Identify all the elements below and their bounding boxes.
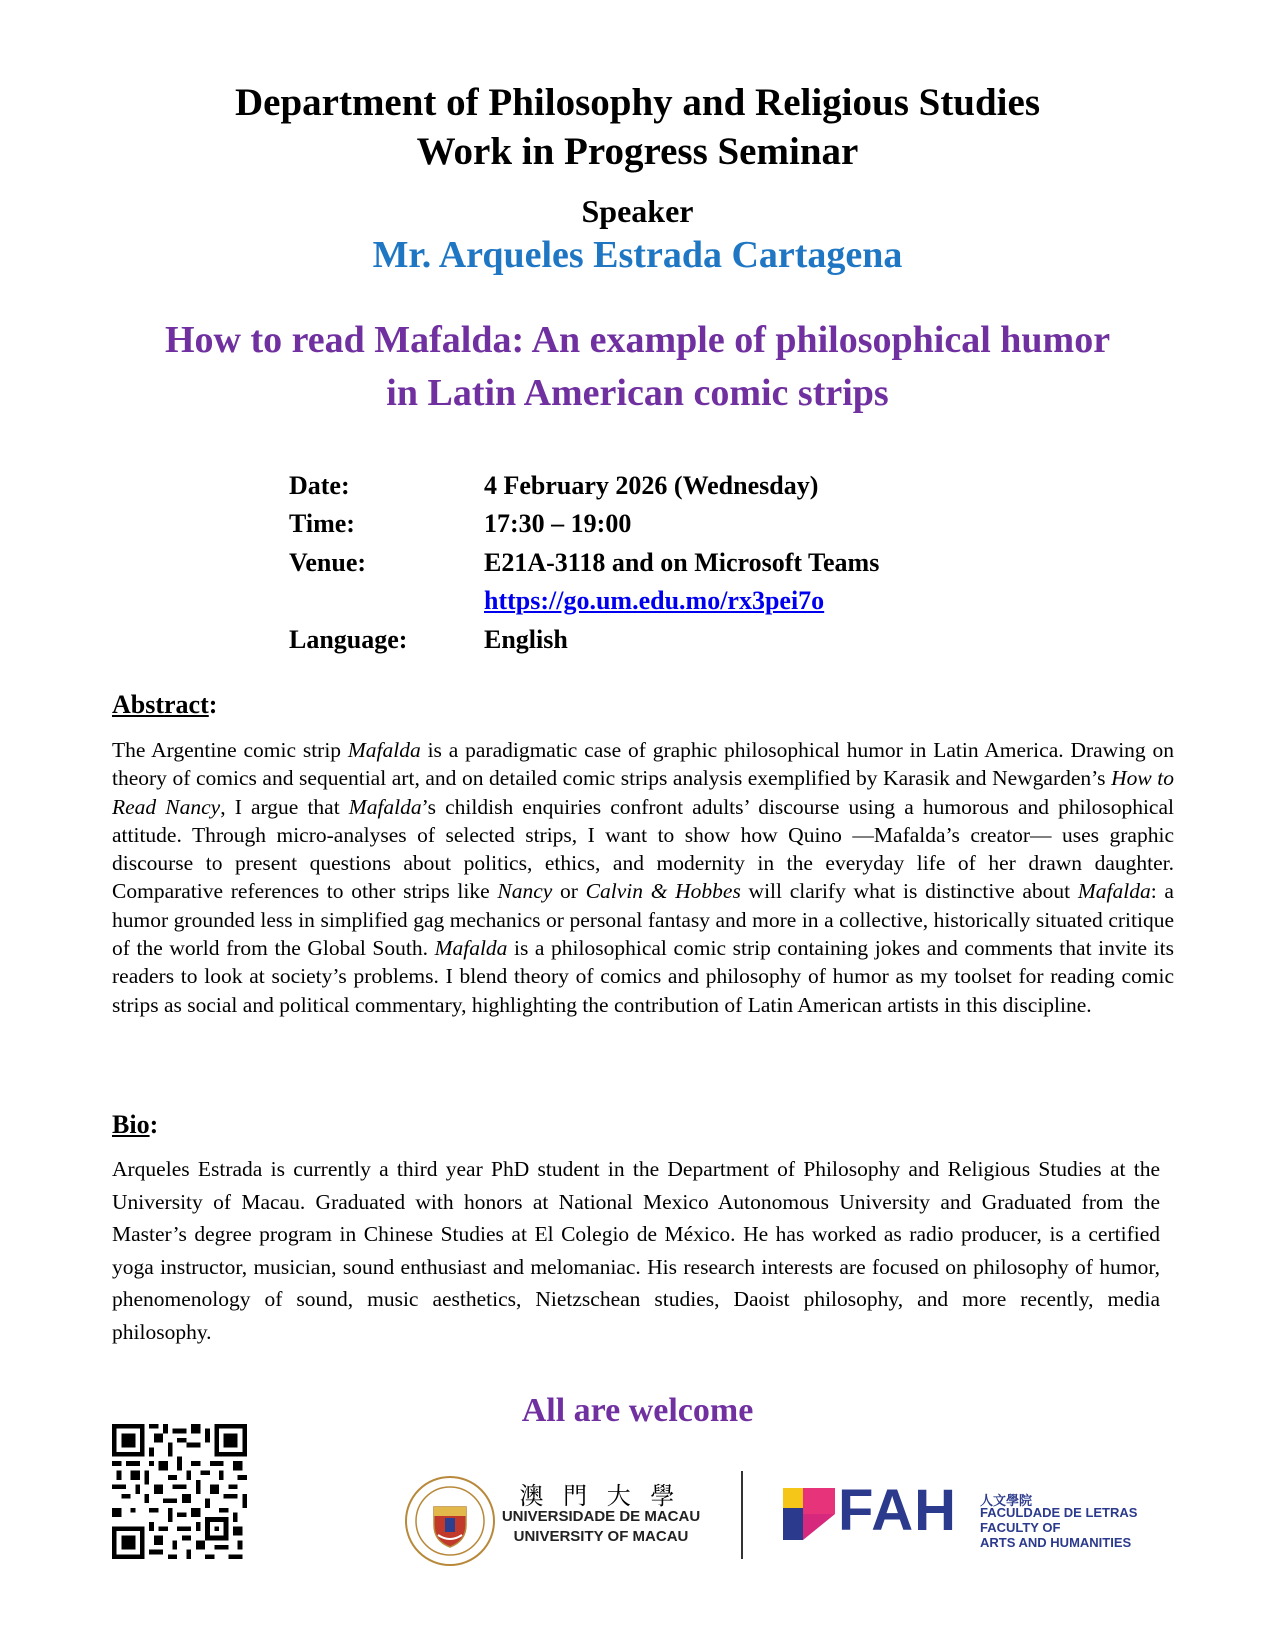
language-value: English bbox=[484, 625, 568, 654]
talk-title-line-2: in Latin American comic strips bbox=[386, 372, 889, 414]
bio-text: Arqueles Estrada is currently a third year PhD student in the Department of Philosophy and Religious Studies at the University of Macau. Graduated with honors at National Mexico Autonomous University and Graduated from the Master’s degree program in Chinese Studies at El Colegio de México. He has worked as radio producer, is a certified yoga instructor, musician, sound enthusiast and melomaniac. His research interests are focused on philosophy of humor, phenomenology of sound, music aesthetics, Nietzschean studies, Daoist philosophy, and more recently, media philosophy. bbox=[112, 1157, 1160, 1344]
abstract-heading-colon: : bbox=[208, 690, 218, 719]
abstract-segment: will clarify what is distinctive about bbox=[740, 879, 1078, 904]
talk-title bbox=[0, 314, 1275, 420]
abstract-italic: Calvin & Hobbes bbox=[585, 879, 741, 904]
um-portuguese-name: UNIVERSIDADE DE MACAU bbox=[501, 1508, 701, 1525]
abstract-italic: Mafalda bbox=[1077, 879, 1151, 904]
abstract-segment: The Argentine comic strip bbox=[112, 738, 348, 762]
abstract-segment: is a philosophical comic strip containing jokes and comments that invite its readers to look at society’s problems. I blend theory of comics and philosophy of humor as my toolset for reading comic strips as social and political commentary, highlighting the contribution of Latin American artists in this discipline. bbox=[112, 936, 1174, 1017]
um-seal-icon bbox=[404, 1475, 496, 1567]
venue-label: Venue: bbox=[289, 548, 367, 577]
date-value: 4 February 2026 (Wednesday) bbox=[484, 471, 819, 500]
logo-divider bbox=[741, 1471, 743, 1559]
bio-heading bbox=[112, 1110, 158, 1140]
bio-heading-colon: : bbox=[149, 1110, 159, 1139]
abstract-text bbox=[112, 736, 1174, 1019]
language-label: Language: bbox=[289, 625, 408, 654]
fah-abbreviation: FAH bbox=[838, 1478, 957, 1543]
teams-link[interactable]: https://go.um.edu.mo/rx3pei7o bbox=[484, 586, 825, 615]
abstract-segment: , I argue that bbox=[220, 794, 349, 819]
speaker-name: Mr. Arqueles Estrada Cartagena bbox=[372, 234, 903, 276]
um-chinese-name: 澳 門 大 學 bbox=[519, 1482, 681, 1510]
abstract-italic: How to Read Nancy bbox=[112, 766, 1174, 819]
speaker-label: Speaker bbox=[581, 193, 694, 229]
department-title bbox=[0, 78, 1275, 176]
welcome-text: All are welcome bbox=[521, 1392, 754, 1429]
fah-english-name-1: FACULTY OF bbox=[980, 1520, 1061, 1535]
fah-portuguese-name: FACULDADE DE LETRAS bbox=[980, 1505, 1138, 1520]
fah-mark-icon bbox=[783, 1488, 835, 1540]
time-label: Time: bbox=[289, 509, 355, 538]
date-label: Date: bbox=[289, 471, 350, 500]
abstract-italic: Mafalda bbox=[347, 738, 421, 762]
fah-chinese-name: 人文學院 bbox=[980, 1493, 1033, 1508]
venue-value: E21A-3118 and on Microsoft Teams bbox=[484, 548, 880, 577]
fah-english-name-2: ARTS AND HUMANITIES bbox=[980, 1535, 1132, 1550]
um-english-name: UNIVERSITY OF MACAU bbox=[513, 1528, 689, 1545]
talk-title-line-1: How to read Mafalda: An example of philosophical humor bbox=[164, 319, 1111, 361]
abstract-segment: or bbox=[552, 879, 586, 904]
bio-heading-text: Bio bbox=[112, 1110, 150, 1139]
abstract-heading bbox=[112, 690, 217, 720]
department-title-line: Department of Philosophy and Religious Studies bbox=[234, 81, 1041, 124]
abstract-segment: ’s childish enquiries confront adults’ discourse using a humorous and philosophical attitude. Through micro-analyses of selected strips, I want to show how Quino —Mafalda’s creator— uses graphic discourse to present questions about politics, ethics, and modernity in the everyday life of her drawn daughter. Comparative references to other strips like bbox=[112, 794, 1174, 904]
abstract-segment: : a humor grounded less in simplified gag mechanics or personal fantasy and more in a collective, historically situated critique of the world from the Global South. bbox=[112, 879, 1174, 961]
abstract-segment: is a paradigmatic case of graphic philosophical humor in Latin America. Drawing on theory of comics and sequential art, and on detailed comic strips analysis exemplified by Karasik and Newgarden’s bbox=[112, 738, 1174, 791]
qr-code[interactable] bbox=[112, 1424, 247, 1559]
time-value: 17:30 – 19:00 bbox=[484, 509, 632, 538]
abstract-italic: Nancy bbox=[497, 879, 553, 904]
abstract-italic: Mafalda bbox=[434, 936, 508, 961]
abstract-italic: Mafalda bbox=[348, 794, 422, 819]
seminar-title-line: Work in Progress Seminar bbox=[416, 130, 859, 173]
abstract-heading-text: Abstract bbox=[112, 690, 209, 719]
